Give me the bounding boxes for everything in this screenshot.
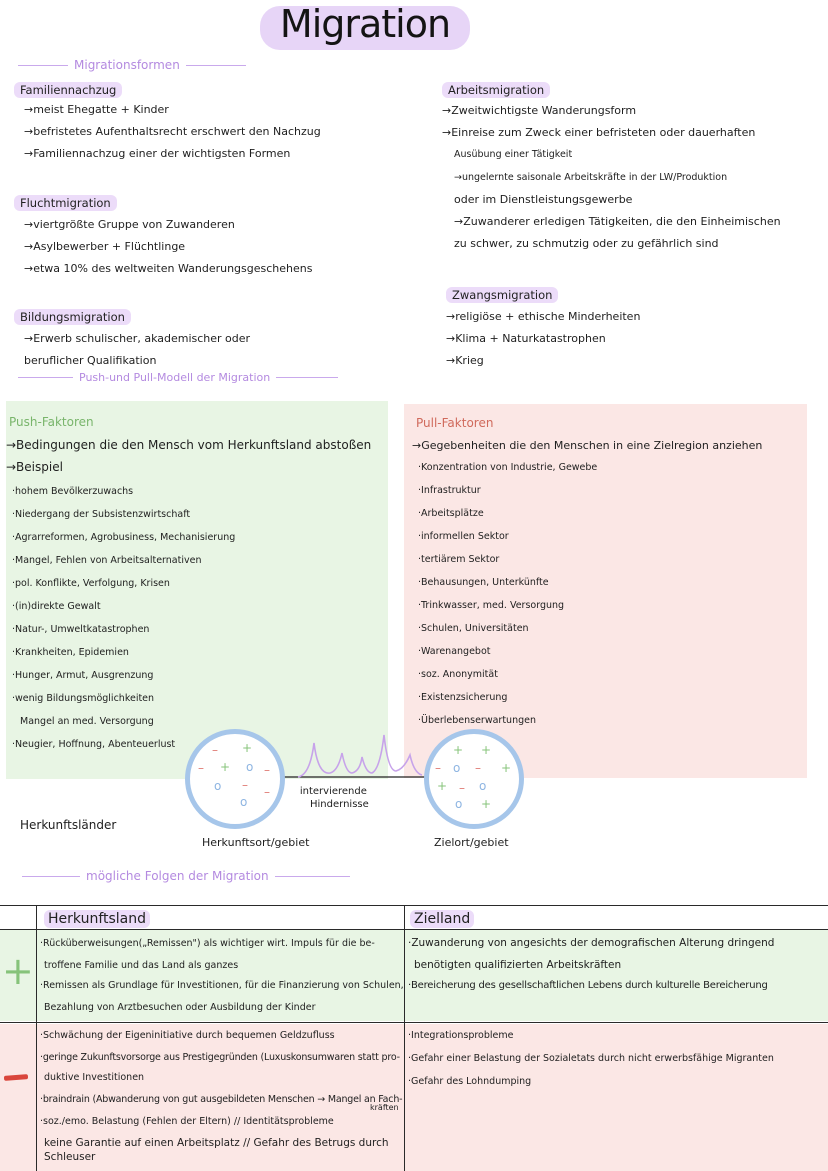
list-item: →Zuwanderer erledigen Tätigkeiten, die den Einheimischen [454, 215, 781, 228]
list-item: kräften [370, 1103, 399, 1112]
list-item: ·Agrarreformen, Agrobusiness, Mechanisierung [12, 532, 236, 543]
heading-line-left [18, 65, 68, 66]
pull-factors-box [404, 404, 807, 778]
list-item: ·Infrastruktur [418, 485, 481, 496]
list-item: troffene Familie und das Land als ganzes [44, 960, 239, 971]
minus-symbol: – [264, 763, 270, 777]
list-item: →Krieg [446, 354, 484, 367]
plus-symbol: + [501, 761, 512, 775]
positive-target-list [408, 937, 774, 999]
plus-symbol: + [242, 741, 253, 755]
col-origin-header [44, 910, 150, 928]
forced-block [446, 287, 640, 368]
heading-line-right [275, 876, 350, 877]
target-label: Zielort/gebiet [434, 836, 509, 849]
consequences-section-heading [22, 869, 350, 883]
plus-sign: + [2, 949, 34, 993]
list-item: →ungelernte saisonale Arbeitskräfte in der LW/Produktion [454, 172, 728, 183]
push-heading: Push-Faktoren [9, 415, 94, 429]
obstacles-line1: intervierende [299, 786, 367, 797]
list-item: ·soz. Anonymität [418, 669, 498, 680]
minus-symbol: – [242, 778, 248, 792]
push-factors-box [6, 401, 388, 779]
list-item: ·Neugier, Hoffnung, Abenteuerlust [12, 739, 176, 750]
list-item: ·Bereicherung des gesellschaftlichen Lebens durch kulturelle Bereicherung [408, 980, 768, 991]
list-item: ·Integrationsprobleme [408, 1030, 514, 1041]
list-item: ·braindrain (Abwanderung von gut ausgebildeten Menschen → Mangel an Fach- [40, 1094, 403, 1105]
negative-origin-list [40, 1029, 402, 1165]
pull-list [418, 461, 597, 737]
plus-symbol: + [220, 760, 231, 774]
heading-line-left [22, 876, 80, 877]
forms-heading-text: Migrationsformen [74, 58, 180, 72]
flight-heading: Fluchtmigration [14, 195, 117, 211]
family-block [14, 82, 321, 161]
pull-heading: Pull-Faktoren [416, 416, 494, 430]
origin-circle [185, 729, 285, 829]
forced-heading: Zwangsmigration [446, 287, 558, 303]
list-item: Bezahlung von Arztbesuchen oder Ausbildung der Kinder [44, 1002, 316, 1013]
list-item: ·Existenzsicherung [418, 692, 508, 703]
obstacles-peaks [280, 725, 430, 785]
positive-origin-list [40, 937, 404, 1021]
list-item: ·hohem Bevölkerzuwachs [12, 486, 134, 497]
heading-line-right [276, 377, 338, 378]
table-left-divider [36, 905, 37, 1171]
push-list [12, 485, 235, 761]
minus-symbol: – [198, 761, 204, 775]
obstacles-label [298, 785, 369, 811]
model-heading-text: Push-und Pull-Modell der Migration [79, 371, 271, 384]
list-item: ·Rücküberweisungen(„Remissen") als wichtiger wirt. Impuls für die be- [40, 938, 375, 949]
list-item: ·soz./emo. Belastung (Fehlen der Eltern) // Identitätsprobleme [40, 1116, 334, 1127]
list-item: ·pol. Konflikte, Verfolgung, Krisen [12, 578, 170, 589]
col-origin-text: Herkunftsland [44, 910, 150, 928]
work-block [442, 82, 781, 251]
zero-symbol: o [246, 760, 254, 774]
zero-symbol: o [240, 795, 248, 809]
list-item: ·Krankheiten, Epidemien [12, 647, 129, 658]
obstacles-line2: Hindernisse [310, 799, 369, 810]
list-item: duktive Investitionen [44, 1072, 145, 1083]
zero-symbol: o [214, 779, 222, 793]
list-item: ·Trinkwasser, med. Versorgung [418, 600, 565, 611]
list-item: Mangel an med. Versorgung [20, 716, 154, 727]
minus-symbol: – [212, 743, 218, 757]
negative-target-list [408, 1029, 774, 1098]
push-intro: →Bedingungen die den Mensch vom Herkunftsland abstoßen [6, 438, 372, 452]
minus-symbol: – [475, 761, 481, 775]
push-intro: →Beispiel [6, 460, 63, 474]
table-col-divider [404, 905, 405, 1171]
list-item: →viertgrößte Gruppe von Zuwanderen [24, 218, 235, 231]
list-item: ·(in)direkte Gewalt [12, 601, 101, 612]
table-top-line [0, 905, 828, 906]
col-target-text: Zielland [410, 910, 474, 928]
list-item: ·Hunger, Armut, Ausgrenzung [12, 670, 154, 681]
col-target-header [410, 910, 474, 928]
list-item: ·wenig Bildungsmöglichkeiten [12, 693, 155, 704]
list-item: ·Behausungen, Unterkünfte [418, 577, 549, 588]
model-section-heading [18, 371, 338, 384]
flight-block [14, 195, 312, 276]
list-item: ·tertiärem Sektor [418, 554, 500, 565]
list-item: beruflicher Qualifikation [24, 354, 157, 367]
family-heading: Familiennachzug [14, 82, 122, 98]
page-title: Migration [279, 2, 451, 46]
plus-symbol: + [481, 743, 492, 757]
education-block [14, 309, 250, 368]
work-heading: Arbeitsmigration [442, 82, 550, 98]
target-circle [424, 729, 524, 829]
pull-intro: →Gegebenheiten die den Menschen in eine Zielregion anziehen [412, 439, 763, 452]
list-item: ·Zuwanderung von angesichts der demografischen Alterung dringend [408, 937, 775, 949]
list-item: ·Remissen als Grundlage für Investitionen, für die Finanzierung von Schulen, [40, 980, 404, 991]
minus-symbol: – [264, 785, 270, 799]
list-item: →Einreise zum Zweck einer befristeten oder dauerhaften [442, 126, 756, 139]
zero-symbol: o [453, 761, 461, 775]
table-header-line [0, 929, 828, 930]
minus-symbol: – [459, 781, 465, 795]
list-item: ·Mangel, Fehlen von Arbeitsalternativen [12, 555, 202, 566]
list-item: ·Niedergang der Subsistenzwirtschaft [12, 509, 191, 520]
list-item: →Erwerb schulischer, akademischer oder [24, 332, 251, 345]
list-item: ·Schulen, Universitäten [418, 623, 529, 634]
list-item: ·Gefahr einer Belastung der Sozialetats durch nicht erwerbsfähige Migranten [408, 1053, 774, 1064]
list-item: Schleuser [44, 1151, 96, 1163]
origin-region-label: Herkunftsländer [20, 818, 117, 832]
minus-symbol: – [435, 761, 441, 775]
list-item: zu schwer, zu schmutzig oder zu gefährlich sind [454, 237, 719, 250]
list-item: →Klima + Naturkatastrophen [446, 332, 606, 345]
list-item: ·informellen Sektor [418, 531, 509, 542]
list-item: ·Arbeitsplätze [418, 508, 484, 519]
list-item: →meist Ehegatte + Kinder [24, 103, 169, 116]
list-item: →Familiennachzug einer der wichtigsten Formen [24, 147, 291, 160]
plus-symbol: + [453, 743, 464, 757]
heading-line-right [186, 65, 246, 66]
list-item: ·Konzentration von Industrie, Gewebe [418, 462, 598, 473]
consequences-heading-text: mögliche Folgen der Migration [86, 869, 269, 883]
list-item: ·Gefahr des Lohndumping [408, 1076, 532, 1087]
plus-symbol: + [481, 797, 492, 811]
list-item: ·Natur-, Umweltkatastrophen [12, 624, 150, 635]
list-item: Ausübung einer Tätigkeit [454, 149, 573, 160]
list-item: keine Garantie auf einen Arbeitsplatz // Gefahr des Betrugs durch [44, 1137, 389, 1149]
list-item: benötigten qualifizierten Arbeitskräften [414, 959, 622, 971]
list-item: ·Schwächung der Eigeninitiative durch bequemen Geldzufluss [40, 1030, 335, 1041]
heading-line-left [18, 377, 73, 378]
list-item: ·geringe Zukunftsvorsorge aus Prestigegründen (Luxuskonsumwaren statt pro- [40, 1052, 400, 1063]
origin-label: Herkunftsort/gebiet [202, 836, 310, 849]
zero-symbol: o [455, 797, 463, 811]
plus-symbol: + [437, 779, 448, 793]
forms-section-heading [18, 58, 246, 72]
list-item: →religiöse + ethische Minderheiten [446, 310, 641, 323]
list-item: ·Überlebenserwartungen [418, 715, 536, 726]
education-heading: Bildungsmigration [14, 309, 131, 325]
list-item: →Asylbewerber + Flüchtlinge [24, 240, 186, 253]
list-item: →Zweitwichtigste Wanderungsform [442, 104, 637, 117]
zero-symbol: o [479, 779, 487, 793]
list-item: →etwa 10% des weltweiten Wanderungsgeschehens [24, 262, 313, 275]
table-mid-line [0, 1022, 828, 1023]
list-item: →befristetes Aufenthaltsrecht erschwert den Nachzug [24, 125, 321, 138]
list-item: oder im Dienstleistungsgewerbe [454, 193, 633, 206]
list-item: ·Warenangebot [418, 646, 491, 657]
